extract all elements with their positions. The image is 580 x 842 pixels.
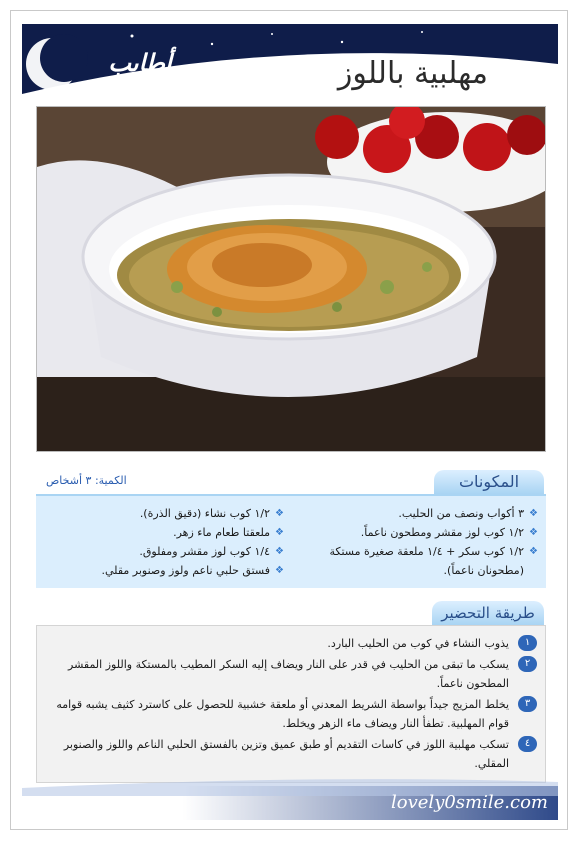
step-text: يخلط المزيج جيداً بواسطة الشريط المعدني أو ملعقة خشبية للحصول على كاسترد كثيف يشبه قوامه قوام المهلبية. تطفأ النار ويضاف ماء الزهر ويخلط. (56, 698, 509, 730)
ingredient-item: ❖ ١/٢ كوب نشاء (دقيق الذرة). (44, 504, 284, 523)
step-text: يسكب ما تبقى من الحليب في قدر على النار ويضاف إليه السكر المطيب بالمستكة واللوز المقشر المطحون ناعماً. (68, 658, 509, 690)
ingredients-list-right (298, 504, 538, 580)
steps-list (37, 626, 545, 773)
ingredients-list-left (44, 504, 284, 580)
step-number: ٤ (518, 736, 537, 752)
ingredient-item: ❖ ملعقتا طعام ماء زهر. (44, 523, 284, 542)
method-heading: طريقة التحضير (432, 601, 544, 625)
step-text: يذوب النشاء في كوب من الحليب البارد. (327, 637, 509, 650)
ingredient-item: ❖ ١/٤ كوب لوز مقشر ومفلوق. (44, 542, 284, 561)
recipe-card (22, 24, 558, 820)
servings-label: الكمية: ٣ أشخاص (46, 474, 127, 487)
step-item (45, 695, 537, 733)
ingredient-item: ❖ ٣ أكواب ونصف من الحليب. (298, 504, 538, 523)
method-panel (36, 625, 546, 783)
step-item (45, 634, 537, 653)
step-item (45, 655, 537, 693)
step-number: ٣ (518, 696, 537, 712)
recipe-photo (36, 106, 546, 452)
step-number: ١ (518, 635, 537, 651)
step-number: ٢ (518, 656, 537, 672)
ingredients-heading: المكونات (434, 470, 544, 494)
site-url[interactable]: lovely0smile.com (391, 792, 548, 813)
ingredient-item: ❖ ١/٢ كوب سكر + ١/٤ ملعقة صغيرة مستكة (مطحونان ناعماً). (298, 542, 538, 580)
step-text: تسكب مهلبية اللوز في كاسات التقديم أو طبق عميق وتزين بالفستق الحلبي الناعم واللوز والصنوبر المقلي. (63, 738, 509, 770)
ingredient-item: ❖ فستق حلبي ناعم ولوز وصنوبر مقلي. (44, 561, 284, 580)
ingredient-item: ❖ ١/٢ كوب لوز مقشر ومطحون ناعماً. (298, 523, 538, 542)
ingredients-panel (36, 494, 546, 588)
step-item (45, 735, 537, 773)
brand-logo: أطايب (108, 48, 172, 77)
page-title: مهلبية باللوز (337, 56, 488, 91)
